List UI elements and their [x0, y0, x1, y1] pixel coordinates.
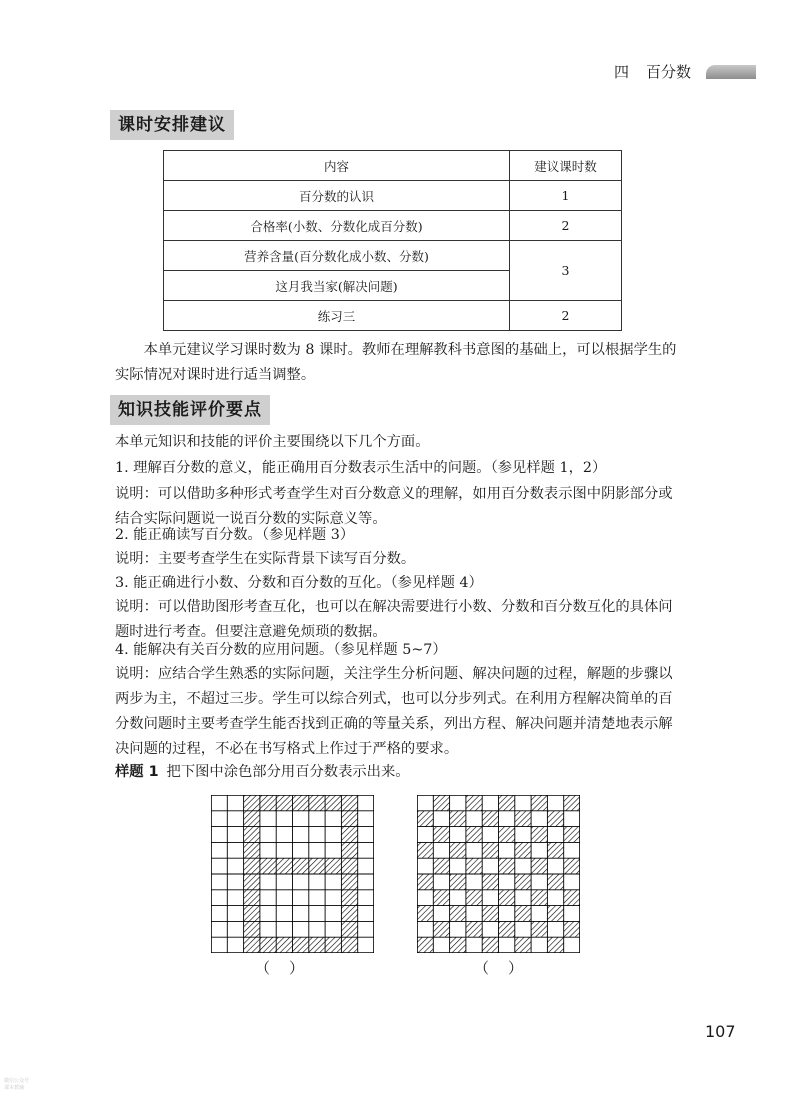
- shaded-cell: [341, 811, 357, 827]
- shaded-cell: [482, 906, 498, 922]
- shaded-cell: [547, 874, 563, 890]
- table-row: [164, 301, 622, 331]
- table-cell-hours: 2: [510, 211, 622, 241]
- section-heading-schedule: 课时安排建议: [110, 110, 234, 140]
- shaded-cell: [341, 827, 357, 843]
- evaluation-note-3: 说明：可以借助图形考查互化，也可以在解决需要进行小数、分数和百分数互化的具体问题时进行考查。但要注意避免烦琐的数据。: [115, 599, 673, 640]
- shaded-cell: [244, 890, 260, 906]
- shaded-cell: [341, 858, 357, 874]
- table-header-row: [164, 151, 622, 181]
- shaded-cell: [515, 874, 531, 890]
- table-row: [164, 241, 622, 271]
- schedule-table: [163, 150, 622, 331]
- shaded-cell: [309, 795, 325, 811]
- shaded-cell: [325, 858, 341, 874]
- shaded-cell: [276, 858, 292, 874]
- answer-blank-left: （ ）: [255, 959, 307, 977]
- shaded-cell: [564, 921, 580, 937]
- shaded-cell: [341, 795, 357, 811]
- table-cell-content: 合格率(小数、分数化成百分数): [164, 211, 510, 241]
- shaded-cell: [433, 921, 449, 937]
- shaded-cell: [244, 906, 260, 922]
- shaded-cell: [499, 858, 515, 874]
- shaded-cell: [276, 937, 292, 953]
- shaded-cell: [515, 811, 531, 827]
- shaded-cell: [417, 874, 433, 890]
- shaded-cell: [547, 937, 563, 953]
- shaded-cell: [244, 827, 260, 843]
- shaded-cell: [417, 937, 433, 953]
- shaded-cell: [564, 858, 580, 874]
- shaded-cell: [466, 795, 482, 811]
- shaded-cell: [341, 842, 357, 858]
- shaded-cell: [341, 937, 357, 953]
- shaded-cell: [499, 827, 515, 843]
- shaded-cell: [515, 842, 531, 858]
- shaded-cell: [564, 890, 580, 906]
- evaluation-point-4: 4. 能解决有关百分数的应用问题。（参见样题 5~7）: [115, 642, 447, 658]
- shaded-cell: [499, 795, 515, 811]
- shaded-grid-left: [211, 795, 374, 953]
- shaded-cell: [515, 937, 531, 953]
- shaded-cell: [260, 795, 276, 811]
- shaded-cell: [499, 890, 515, 906]
- shaded-cell: [341, 890, 357, 906]
- chapter-number: 四: [614, 63, 630, 81]
- table-header-content: 内容: [164, 151, 510, 181]
- shaded-cell: [531, 795, 547, 811]
- chapter-title: 百分数: [646, 63, 692, 81]
- shaded-cell: [325, 795, 341, 811]
- evaluation-point-3: 3. 能正确进行小数、分数和百分数的互化。（参见样题 4）: [115, 575, 483, 591]
- shaded-cell: [547, 842, 563, 858]
- shaded-cell: [466, 890, 482, 906]
- shaded-cell: [450, 811, 466, 827]
- shaded-cell: [564, 827, 580, 843]
- shaded-cell: [482, 811, 498, 827]
- table-header-hours: 建议课时数: [510, 151, 622, 181]
- table-cell-content: 练习三: [164, 301, 510, 331]
- shaded-cell: [482, 874, 498, 890]
- shaded-cell: [309, 858, 325, 874]
- shaded-cell: [417, 811, 433, 827]
- shaded-cell: [244, 858, 260, 874]
- shaded-cell: [466, 858, 482, 874]
- section-heading-evaluation: 知识技能评价要点: [110, 395, 270, 425]
- shaded-cell: [244, 874, 260, 890]
- shaded-cell: [341, 874, 357, 890]
- evaluation-point-1: 1. 理解百分数的意义，能正确用百分数表示生活中的问题。（参见样题 1，2）: [115, 460, 607, 476]
- shaded-cell: [482, 842, 498, 858]
- shaded-cell: [433, 827, 449, 843]
- shaded-cell: [244, 921, 260, 937]
- shaded-cell: [341, 906, 357, 922]
- answer-blank-right: （ ）: [474, 959, 526, 977]
- shaded-cell: [433, 890, 449, 906]
- shaded-cell: [433, 858, 449, 874]
- shaded-cell: [531, 890, 547, 906]
- evaluation-note-2: 说明：主要考查学生在实际背景下读写百分数。: [115, 551, 416, 567]
- shaded-cell: [466, 827, 482, 843]
- shaded-cell: [450, 906, 466, 922]
- shaded-cell: [293, 858, 309, 874]
- sample-1-text: 把下图中涂色部分用百分数表示出来。: [166, 764, 410, 780]
- shaded-cell: [564, 795, 580, 811]
- table-cell-content: 这月我当家(解决问题): [164, 271, 510, 301]
- shaded-cell: [433, 795, 449, 811]
- shaded-cell: [244, 937, 260, 953]
- sample-1-label: 样题 1: [115, 764, 159, 780]
- evaluation-intro: 本单元知识和技能的评价主要围绕以下几个方面。: [115, 434, 430, 450]
- shaded-cell: [260, 858, 276, 874]
- shaded-cell: [417, 842, 433, 858]
- table-row: [164, 181, 622, 211]
- shaded-grid-right: [417, 795, 580, 953]
- shaded-cell: [531, 858, 547, 874]
- shaded-cell: [244, 842, 260, 858]
- shaded-cell: [325, 937, 341, 953]
- table-cell-content: 百分数的认识: [164, 181, 510, 211]
- shaded-cell: [466, 921, 482, 937]
- watermark: 微信公众号 课本教辅: [4, 1078, 30, 1091]
- shaded-cell: [482, 937, 498, 953]
- shaded-cell: [293, 795, 309, 811]
- shaded-cell: [499, 921, 515, 937]
- table-row: [164, 211, 622, 241]
- shaded-cell: [417, 906, 433, 922]
- shaded-cell: [547, 906, 563, 922]
- shaded-cell: [293, 937, 309, 953]
- table-cell-hours: 1: [510, 181, 622, 211]
- shaded-cell: [450, 937, 466, 953]
- shaded-cell: [260, 937, 276, 953]
- shaded-cell: [531, 921, 547, 937]
- shaded-cell: [547, 811, 563, 827]
- evaluation-note-1: 说明：可以借助多种形式考查学生对百分数意义的理解，如用百分数表示图中阴影部分或结合实际问题说一说百分数的实际意义等。: [115, 486, 673, 527]
- shaded-cell: [276, 795, 292, 811]
- shaded-cell: [244, 811, 260, 827]
- chapter-header: [0, 61, 800, 85]
- schedule-note: 本单元建议学习课时数为 8 课时。教师在理解教科书意图的基础上，可以根据学生的实际情况对课时进行适当调整。: [115, 342, 677, 383]
- shaded-cell: [450, 874, 466, 890]
- shaded-cell: [515, 906, 531, 922]
- shaded-cell: [309, 937, 325, 953]
- shaded-cell: [244, 795, 260, 811]
- evaluation-note-4: 说明：应结合学生熟悉的实际问题，关注学生分析问题、解决问题的过程，解题的步骤以两步为主，不超过三步。学生可以综合列式，也可以分步列式。在利用方程解决简单的百分数问题时主要考查学生能否找到正确的等量关系，列出方程、解决问题并清楚地表示解决问题的过程，不必在书写格式上作过于严格的要求。: [115, 666, 673, 757]
- shaded-cell: [450, 842, 466, 858]
- evaluation-point-2: 2. 能正确读写百分数。（参见样题 3）: [115, 527, 355, 543]
- table-cell-hours: 2: [510, 301, 622, 331]
- table-cell-hours: 3: [510, 241, 622, 301]
- sample-1: [115, 760, 685, 785]
- chapter-tab-decoration: [706, 65, 756, 79]
- page-number: 107: [705, 1022, 736, 1041]
- shaded-cell: [341, 921, 357, 937]
- shaded-cell: [531, 827, 547, 843]
- table-cell-content: 营养含量(百分数化成小数、分数): [164, 241, 510, 271]
